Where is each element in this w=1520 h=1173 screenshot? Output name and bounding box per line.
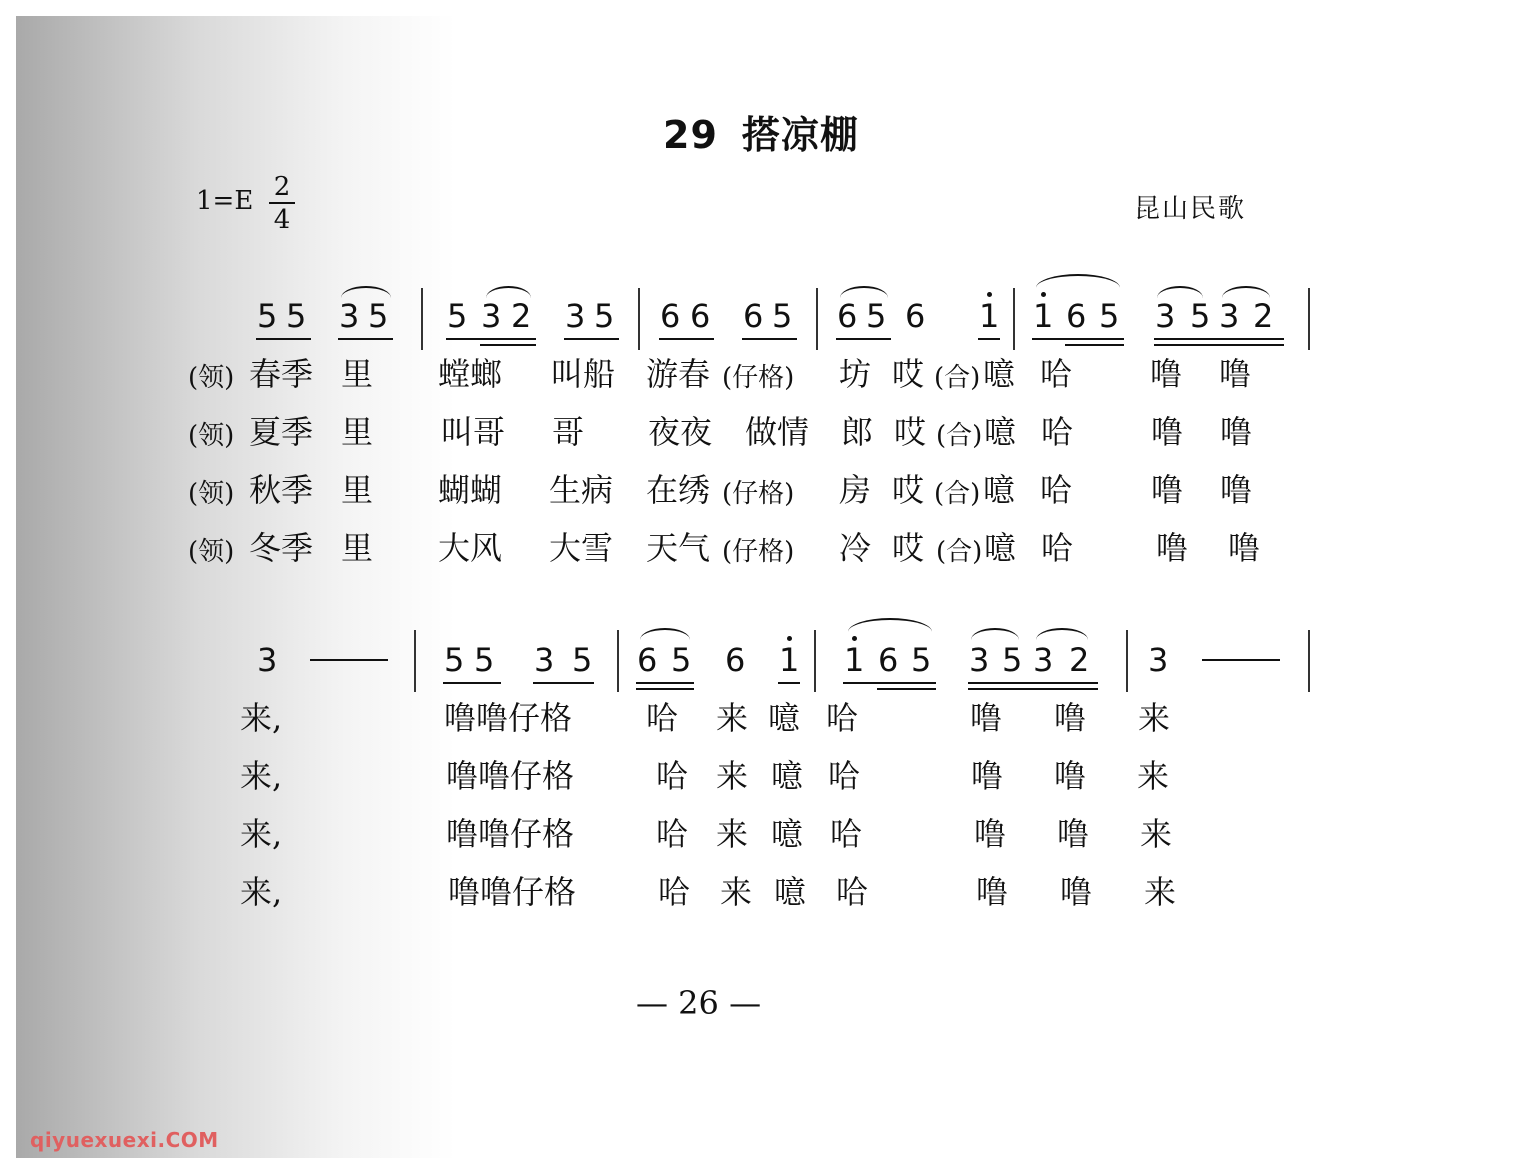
bar-line [814,630,816,692]
lyric: 在绣 [646,471,711,509]
lyric: 叫哥 [441,413,506,451]
lyric: 来 [1140,815,1173,853]
time-bottom: 4 [273,205,291,235]
note: 5 [1099,297,1120,335]
note: 3 [1155,297,1176,335]
lyric: 秋季 [249,471,314,509]
note: 6 [905,297,926,335]
note: 5 [286,297,307,335]
song-title [663,104,859,159]
lyric: 来 [1138,699,1171,737]
lyric: 噫 [984,529,1017,567]
slur [1222,286,1270,298]
note: 2 [511,297,532,335]
lyric: 哎 [894,413,927,451]
page-number: — 26 — [636,984,762,1022]
note: 3 [481,297,502,335]
lyric: 哈 [1040,355,1073,393]
lyric: 来 [720,873,753,911]
lyric: (领) [188,479,235,509]
time-top: 2 [273,172,291,202]
lyric: 噜 [974,815,1007,853]
bar-line [1308,288,1310,350]
lyric: 夜夜 [648,413,713,451]
lyric: (合) [936,421,983,451]
note: 5 [572,641,593,679]
lyric: 哎 [892,471,925,509]
note: 3 [969,641,990,679]
underline [446,338,536,340]
lyric: 噜 [1219,355,1252,393]
lyric: 噜 [1228,529,1261,567]
underline [564,338,619,340]
slur [1157,286,1203,298]
song-number: 29 [663,113,718,157]
note: 6 [725,641,746,679]
underline [443,682,501,684]
underline [338,338,393,340]
high-octave-dot [852,636,857,641]
lyric: 里 [341,471,374,509]
key-signature: 1=E [196,186,254,216]
underline [843,682,936,684]
lyric: (仔格) [722,363,795,393]
lyric: (领) [188,421,235,451]
lyric: 噫 [983,355,1016,393]
underline [636,682,694,684]
underline [836,338,891,340]
underline [256,338,311,340]
note: 3 [1033,641,1054,679]
lyric: 坊 [839,355,872,393]
underline [480,344,536,346]
lyric: 生病 [549,471,614,509]
slur [486,286,531,298]
lyric: 来 [716,757,749,795]
lyric: 噜噜仔格 [444,699,573,737]
underline [1065,344,1124,346]
note: 6 [878,641,899,679]
lyric: 郎 [841,413,874,451]
lyric: 哥 [552,413,585,451]
lyric: 里 [341,355,374,393]
note: 1 [779,641,800,679]
high-octave-dot [987,292,992,297]
lyric: 噜 [1150,355,1183,393]
bar-line [1308,630,1310,692]
lyric: 噜 [1151,413,1184,451]
lyric: 里 [341,529,374,567]
note: 3 [1148,641,1169,679]
lyric: 螳螂 [438,355,503,393]
note: 1 [979,297,1000,335]
lyric: 来, [240,815,283,853]
lyric: (领) [188,363,235,393]
lyric: 春季 [249,355,314,393]
lyric: 噜 [1054,699,1087,737]
lyric: 里 [341,413,374,451]
lyric: 哈 [1040,471,1073,509]
lyric: 噜 [971,757,1004,795]
lyric: 哎 [892,529,925,567]
slur [1036,628,1088,640]
lyric: (仔格) [722,537,795,567]
lyric: 来 [716,815,749,853]
lyric: (合) [934,479,981,509]
lyric: 哈 [646,699,679,737]
lyric: 来, [240,699,283,737]
note: 6 [1066,297,1087,335]
lyric: 来, [240,757,283,795]
slur [840,286,888,298]
slur [971,628,1019,640]
song-source: 昆山民歌 [1134,194,1247,224]
lyric: 噜 [1220,471,1253,509]
lyric: 蝴蝴 [438,471,503,509]
slur [640,628,690,640]
lyric: (领) [188,537,235,567]
underline [778,682,800,684]
lyric: 来, [240,873,283,911]
note: 3 [1219,297,1240,335]
bar-line [414,630,416,692]
watermark: qiyuexuexi.COM [30,1128,219,1152]
underline [636,688,694,690]
lyric: 来 [716,699,749,737]
lyric: 房 [839,471,872,509]
lyric: 哈 [830,815,863,853]
lyric: 冷 [839,529,872,567]
note: 5 [368,297,389,335]
note: 5 [594,297,615,335]
note: 5 [1002,641,1023,679]
note: 5 [447,297,468,335]
note: 5 [866,297,887,335]
lyric: 来 [1144,873,1177,911]
lyric: 噫 [771,815,804,853]
note: 6 [690,297,711,335]
extension-dash [310,659,388,661]
lyric: 哈 [658,873,691,911]
lyric: 噜噜仔格 [446,757,575,795]
lyric: (合) [936,537,983,567]
note: 5 [911,641,932,679]
note: 5 [772,297,793,335]
lyric: 哈 [656,757,689,795]
underline [877,688,936,690]
lyric: 噜 [970,699,1003,737]
underline [1154,344,1284,346]
lyric: (合) [934,363,981,393]
lyric: 噜 [1156,529,1189,567]
lyric: 噫 [768,699,801,737]
note: 5 [257,297,278,335]
note: 5 [474,641,495,679]
lyric: 噜 [1060,873,1093,911]
bar-line [1013,288,1015,350]
lyric: 噫 [983,471,1016,509]
underline [659,338,714,340]
lyric: 噜 [976,873,1009,911]
time-signature [269,174,295,233]
slur [848,618,932,632]
underline [968,688,1098,690]
bar-line [816,288,818,350]
lyric: (仔格) [722,479,795,509]
note: 6 [837,297,858,335]
bar-line [1126,630,1128,692]
slur [341,286,391,298]
note: 6 [637,641,658,679]
lyric: 游春 [646,355,711,393]
lyric: 哈 [1041,413,1074,451]
lyric: 大雪 [549,529,614,567]
note: 6 [660,297,681,335]
underline [533,682,594,684]
lyric: 噜 [1220,413,1253,451]
note: 1 [844,641,865,679]
note: 5 [444,641,465,679]
high-octave-dot [1041,292,1046,297]
underline [742,338,797,340]
lyric: 噫 [774,873,807,911]
underline [1154,338,1284,340]
note: 2 [1253,297,1274,335]
lyric: 噫 [771,757,804,795]
song-title-text: 搭凉棚 [741,113,859,157]
bar-line [617,630,619,692]
underline [978,338,1000,340]
underline [1032,338,1124,340]
lyric: 来 [1137,757,1170,795]
lyric: 噜噜仔格 [446,815,575,853]
lyric: 哈 [828,757,861,795]
bar-line [421,288,423,350]
slur [1036,274,1120,288]
note: 5 [671,641,692,679]
lyric: 做情 [745,413,810,451]
lyric: 大风 [438,529,503,567]
lyric: 噜 [1057,815,1090,853]
score-page [16,16,1520,1158]
note: 3 [565,297,586,335]
lyric: 噫 [984,413,1017,451]
lyric: 噜噜仔格 [448,873,577,911]
extension-dash [1202,659,1280,661]
lyric: 哎 [892,355,925,393]
lyric: 哈 [656,815,689,853]
lyric: 噜 [1054,757,1087,795]
note: 6 [743,297,764,335]
lyric: 哈 [836,873,869,911]
lyric: 噜 [1151,471,1184,509]
note: 3 [534,641,555,679]
lyric: 天气 [646,529,711,567]
time-fraction-line [269,202,295,204]
note: 1 [1033,297,1054,335]
high-octave-dot [787,636,792,641]
note: 5 [1190,297,1211,335]
lyric: 夏季 [249,413,314,451]
lyric: 哈 [826,699,859,737]
note: 3 [257,641,278,679]
note: 2 [1069,641,1090,679]
underline [968,682,1098,684]
lyric: 冬季 [249,529,314,567]
note: 3 [339,297,360,335]
bar-line [638,288,640,350]
lyric: 哈 [1041,529,1074,567]
lyric: 叫船 [551,355,616,393]
